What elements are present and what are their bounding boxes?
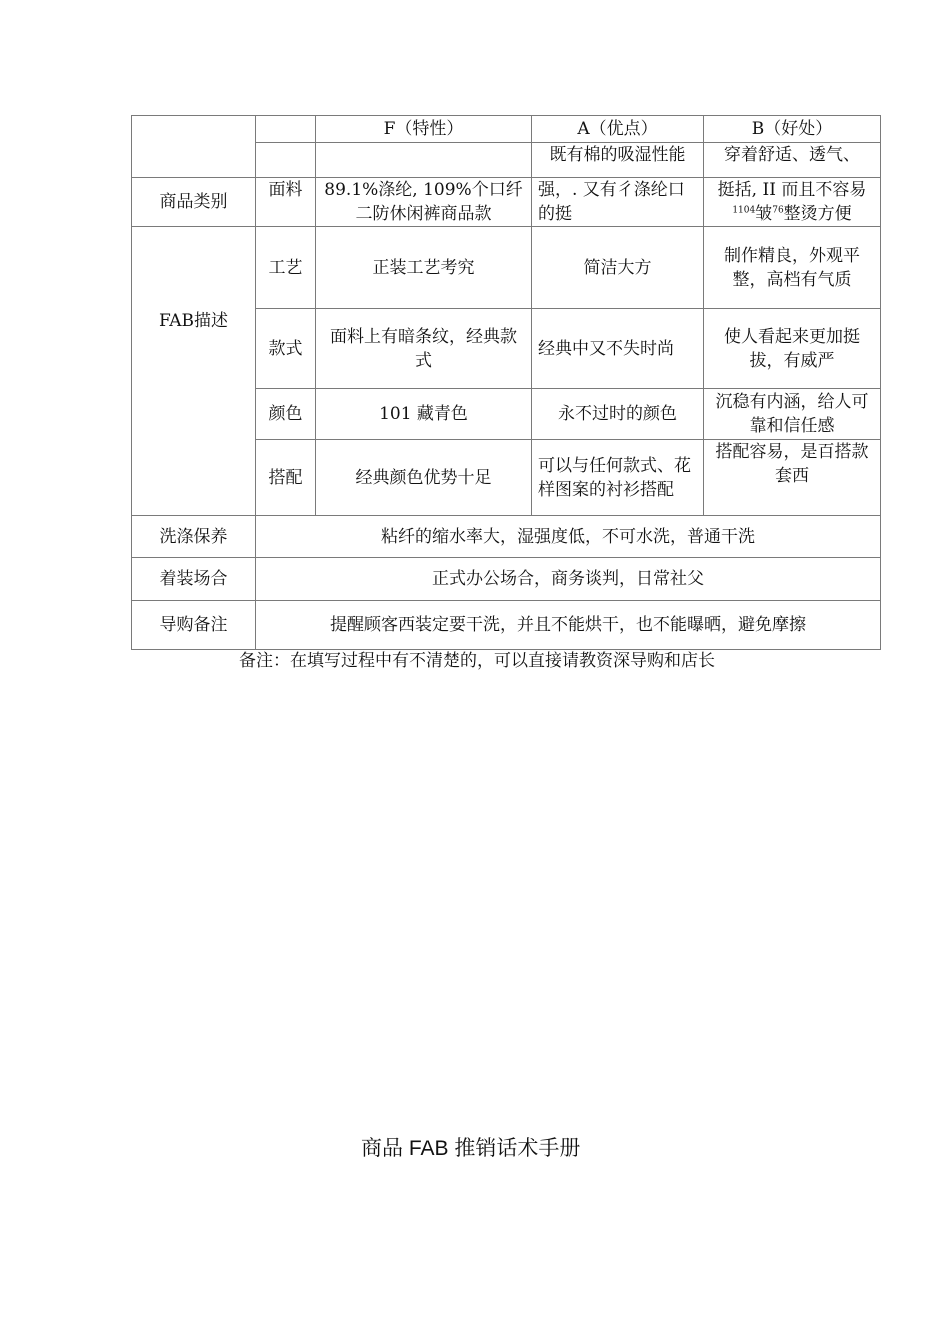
occasion-label: 着装场合 bbox=[132, 558, 256, 601]
match-f: 经典颜色优势十足 bbox=[316, 440, 532, 516]
header-row bbox=[132, 116, 881, 143]
manual-title: 商品 FAB 推销话术手册 bbox=[361, 1137, 581, 1160]
guide-value: 提醒顾客西装定要干洗，并且不能烘干，也不能曝晒，避免摩擦 bbox=[256, 601, 881, 650]
category-label: 商品类别 bbox=[132, 178, 256, 227]
wash-value: 粘纤的缩水率大，湿强度低，不可水洗，普通干洗 bbox=[256, 516, 881, 558]
color-b: 沉稳有内涵，给人可靠和信任感 bbox=[704, 389, 881, 440]
color-a: 永不过时的颜色 bbox=[532, 389, 704, 440]
craft-f: 正装工艺考究 bbox=[316, 227, 532, 309]
fabric-b-top: 穿着舒适、透气、 bbox=[704, 143, 881, 178]
occasion-value: 正式办公场合，商务谈判，日常社父 bbox=[256, 558, 881, 601]
fabric-a-top: 既有棉的吸湿性能 bbox=[532, 143, 704, 178]
header-f: F（特性） bbox=[316, 116, 532, 143]
blank-cell bbox=[316, 143, 532, 178]
fabric-f: 89.1%涤纶, 109%个口纤二防休闲裤商品款 bbox=[316, 178, 532, 227]
header-a: A（优点） bbox=[532, 116, 704, 143]
match-a: 可以与任何款式、花样图案的衬衫搭配 bbox=[532, 440, 704, 516]
style-a: 经典中又不失时尚 bbox=[532, 309, 704, 389]
footnote: 备注：在填写过程中有不清楚的，可以直接请教资深导购和店长 bbox=[239, 651, 715, 671]
fab-label: FAB描述 bbox=[132, 227, 256, 516]
row-label-match: 搭配 bbox=[256, 440, 316, 516]
corner-cell bbox=[132, 116, 256, 178]
blank-cell bbox=[256, 143, 316, 178]
wash-label: 洗涤保养 bbox=[132, 516, 256, 558]
row-label-color: 颜色 bbox=[256, 389, 316, 440]
row-label-style: 款式 bbox=[256, 309, 316, 389]
header-blank-cell bbox=[256, 116, 316, 143]
guide-label: 导购备注 bbox=[132, 601, 256, 650]
row-label-fabric: 面料 bbox=[256, 178, 316, 227]
fabric-b: 挺括, II 而且不容易$^{1104}$皱$^{76}$整烫方便 bbox=[704, 178, 881, 227]
match-b: 搭配容易，是百搭款套西 bbox=[704, 440, 881, 516]
fabric-row bbox=[132, 178, 881, 227]
style-f: 面料上有暗条纹，经典款式 bbox=[316, 309, 532, 389]
color-f: 101 藏青色 bbox=[316, 389, 532, 440]
wash-row bbox=[132, 516, 881, 558]
craft-a: 简洁大方 bbox=[532, 227, 704, 309]
fab-table bbox=[131, 115, 881, 650]
craft-b: 制作精良，外观平整，高档有气质 bbox=[704, 227, 881, 309]
fabric-a: 强，. 又有彳涤纶口的挺 bbox=[532, 178, 704, 227]
row-label-craft: 工艺 bbox=[256, 227, 316, 309]
craft-row bbox=[132, 227, 881, 309]
style-b: 使人看起来更加挺拔，有威严 bbox=[704, 309, 881, 389]
guide-row bbox=[132, 601, 881, 650]
occasion-row bbox=[132, 558, 881, 601]
header-b: B（好处） bbox=[704, 116, 881, 143]
